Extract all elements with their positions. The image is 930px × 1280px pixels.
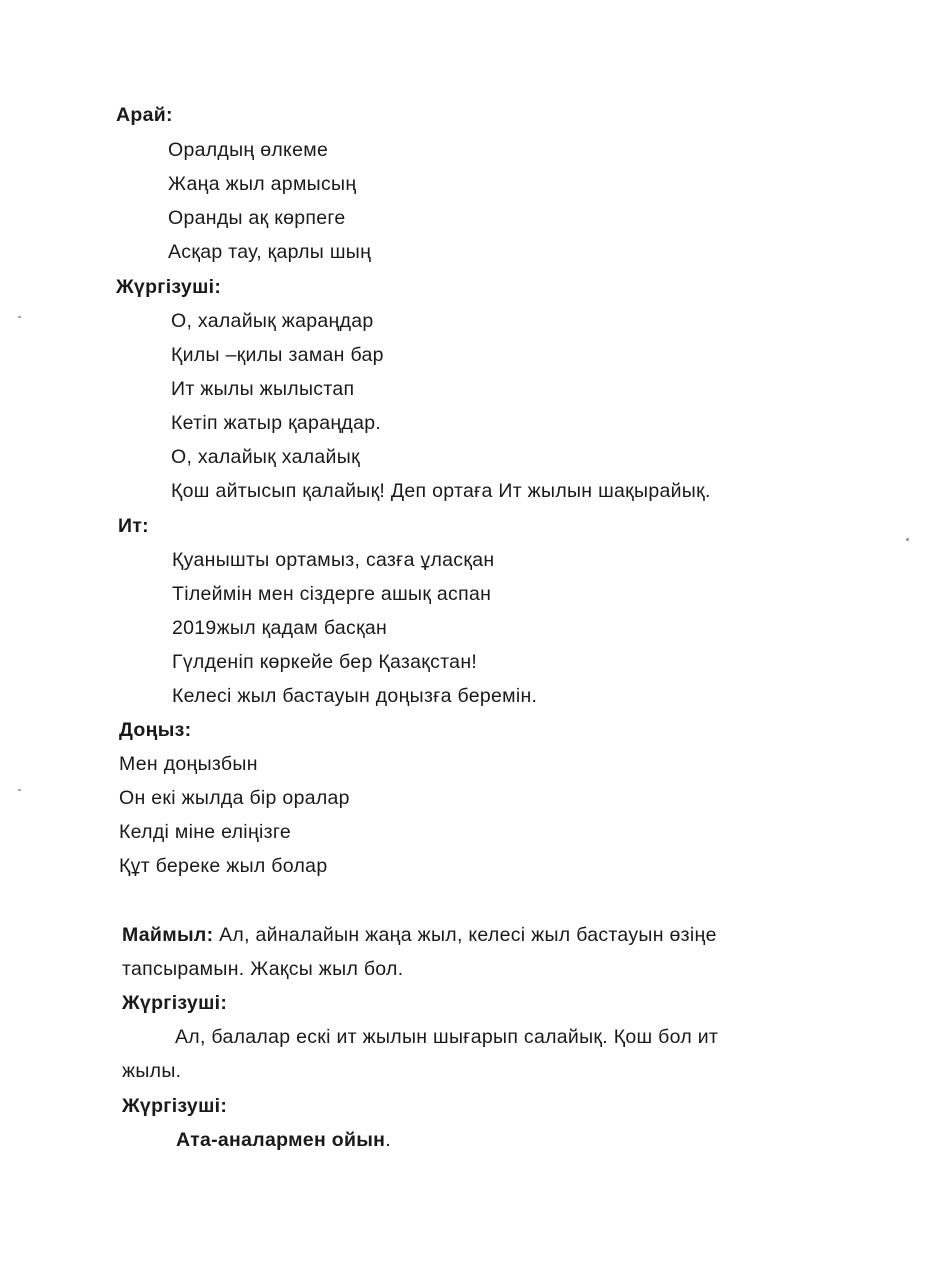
speaker-label-host-2: Жүргізуші: <box>122 992 228 1014</box>
scan-speck <box>18 316 21 318</box>
verse-line: Оранды ақ көрпеге <box>168 207 346 229</box>
host-2-text-line2: жылы. <box>122 1060 182 1082</box>
verse-line: Қуанышты ортамыз, сазға ұласқан <box>172 549 495 571</box>
verse-line: Кетіп жатыр қараңдар. <box>171 412 382 434</box>
host-2-text-line1: Ал, балалар ескі ит жылын шығарып салайық. Қош бол ит <box>175 1026 719 1048</box>
verse-line: Келді міне еліңізге <box>119 821 292 843</box>
scan-speck <box>906 538 909 541</box>
speaker-label-maimyl: Маймыл: <box>122 924 214 946</box>
verse-line: Асқар тау, қарлы шың <box>168 241 372 263</box>
scan-speck <box>18 789 21 791</box>
game-announcement <box>176 1128 391 1152</box>
game-period: . <box>385 1129 391 1151</box>
verse-line: 2019жыл қадам басқан <box>172 617 388 639</box>
verse-line: Келесі жыл бастауын доңызға беремін. <box>172 685 538 707</box>
speaker-label-donyz: Доңыз: <box>119 719 192 741</box>
verse-line: Қилы –қилы заман бар <box>171 344 384 366</box>
verse-line: Ит жылы жылыстап <box>171 378 355 400</box>
speaker-label-host: Жүргізуші: <box>116 276 222 298</box>
verse-line: Тілеймін мен сіздерге ашық аспан <box>172 583 492 605</box>
verse-line: Оралдың өлкеме <box>168 139 329 161</box>
verse-line: О, халайық халайық <box>171 446 360 468</box>
speaker-label-host-3: Жүргізуші: <box>122 1095 228 1117</box>
maimyl-paragraph-line1 <box>122 923 717 947</box>
verse-line: Гүлденіп көркейе бер Қазақстан! <box>172 651 478 673</box>
verse-line: Қош айтысып қалайық! Деп ортаға Ит жылын шақырайық. <box>171 480 711 502</box>
verse-line: Мен доңызбын <box>119 753 258 775</box>
game-title: Ата-аналармен ойын <box>176 1129 386 1151</box>
verse-line: Жаңа жыл армысың <box>168 173 357 195</box>
maimyl-paragraph-line2: тапсырамын. Жақсы жыл бол. <box>122 958 404 980</box>
speaker-label-arai: Арай: <box>116 104 173 126</box>
verse-line: Он екі жылда бір оралар <box>119 787 350 809</box>
verse-line: Құт береке жыл болар <box>119 855 328 877</box>
verse-line: О, халайық жараңдар <box>171 310 374 332</box>
maimyl-text: Ал, айналайын жаңа жыл, келесі жыл бастауын өзіңе <box>213 924 717 946</box>
speaker-label-it: Ит: <box>118 515 149 537</box>
